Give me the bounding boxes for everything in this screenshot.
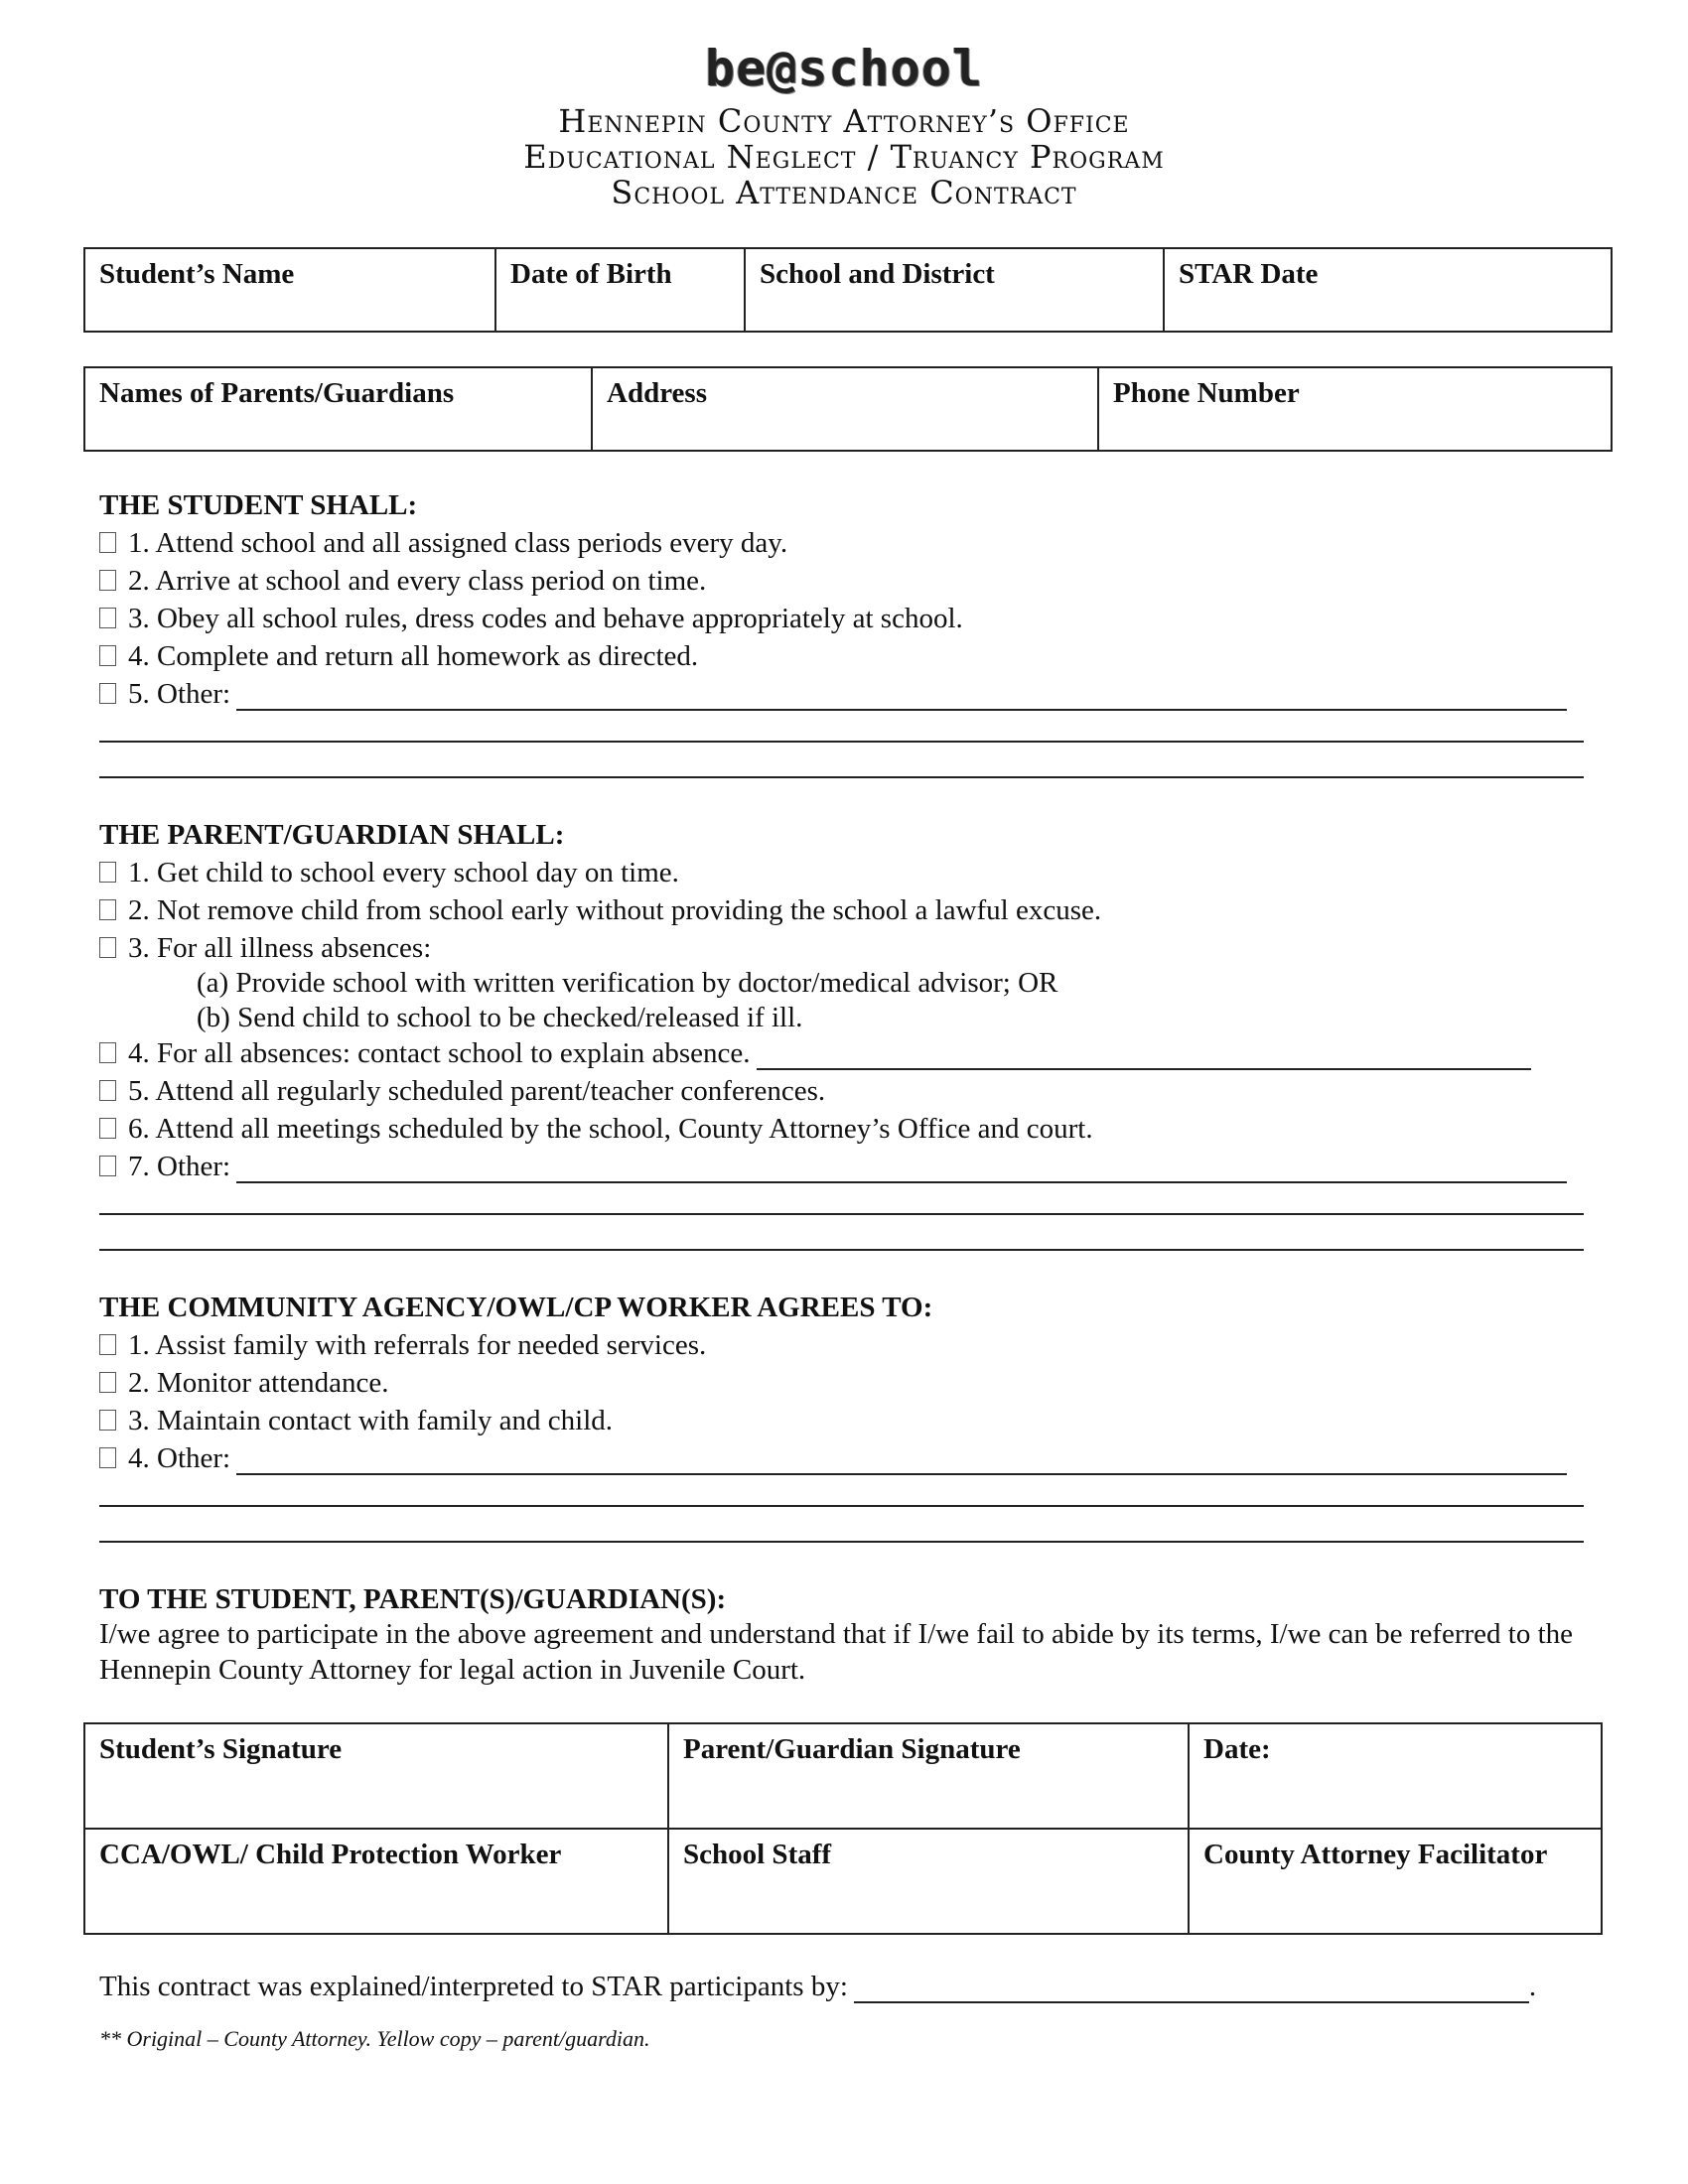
checkbox[interactable] (99, 1372, 116, 1393)
parent-info-table (83, 366, 1613, 452)
agreement-text: I/we agree to participate in the above agreement and understand that if I/we fail to abide by its terms, I/we can be referred to the Hennepin County Attorney for legal action in Juvenile Court. (99, 1618, 1574, 1686)
be-at-school-logo: be@school (705, 40, 983, 97)
copy-distribution-note: ** Original – County Attorney. Yellow copy – parent/guardian. (99, 2026, 650, 2051)
school-staff-field[interactable]: School Staff (668, 1829, 1189, 1934)
list-item (99, 1150, 1567, 1183)
agency-item-3: 3. Maintain contact with family and child. (128, 1405, 614, 1436)
student-info-table (83, 247, 1613, 333)
date-field[interactable]: Date: (1189, 1723, 1602, 1829)
child-protection-worker-field[interactable]: CCA/OWL/ Child Protection Worker (84, 1829, 668, 1934)
parent-item-5: 5. Attend all regularly scheduled parent/teacher conferences. (128, 1075, 826, 1107)
agency-item-2: 2. Monitor attendance. (128, 1367, 389, 1399)
checkbox[interactable] (99, 1410, 116, 1431)
student-other-line-2[interactable] (99, 741, 1584, 743)
parent-other-line-3[interactable] (99, 1249, 1584, 1251)
student-item-1: 1. Attend school and all assigned class periods every day. (128, 527, 788, 559)
student-other-line-3[interactable] (99, 776, 1584, 778)
parent-sub-item-b: (b) Send child to school to be checked/released if ill. (197, 1002, 803, 1033)
list-item (99, 1441, 1567, 1475)
parent-item-7: 7. Other: (128, 1151, 231, 1182)
list-item (99, 564, 706, 598)
star-date-field[interactable]: STAR Date (1164, 248, 1612, 332)
checkbox[interactable] (99, 683, 116, 704)
list-item (99, 526, 787, 560)
office-title: Hennepin County Attorney’s Office (558, 102, 1130, 140)
absence-explanation-input[interactable] (757, 1042, 1531, 1070)
list-item (99, 856, 679, 889)
student-other-input[interactable] (236, 683, 1567, 711)
checkbox[interactable] (99, 645, 116, 666)
signature-table (83, 1722, 1603, 1935)
parent-other-line-2[interactable] (99, 1213, 1584, 1215)
student-signature-field[interactable]: Student’s Signature (84, 1723, 668, 1829)
address-field[interactable]: Address (592, 367, 1098, 451)
agreement-heading: TO THE STUDENT, PARENT(S)/GUARDIAN(S): (99, 1583, 727, 1615)
student-item-4: 4. Complete and return all homework as directed. (128, 640, 699, 672)
student-item-3: 3. Obey all school rules, dress codes and behave appropriately at school. (128, 603, 963, 634)
list-item (99, 931, 431, 965)
checkbox[interactable] (99, 862, 116, 883)
explained-by-label: This contract was explained/interpreted to STAR participants by: (99, 1971, 848, 2002)
agency-other-line-2[interactable] (99, 1505, 1584, 1507)
list-item (99, 1112, 1093, 1146)
checkbox[interactable] (99, 532, 116, 553)
list-item (99, 1074, 825, 1108)
list-item (99, 639, 698, 673)
agency-section-heading: THE COMMUNITY AGENCY/OWL/CP WORKER AGREES TO: (99, 1292, 933, 1323)
student-name-field[interactable]: Student’s Name (84, 248, 495, 332)
checkbox[interactable] (99, 608, 116, 628)
list-item (99, 677, 1567, 711)
program-title: Educational Neglect / Truancy Program (523, 138, 1165, 176)
parent-item-4: 4. For all absences: contact school to explain absence. (128, 1037, 751, 1069)
list-item (99, 1036, 1531, 1070)
student-section-heading: THE STUDENT SHALL: (99, 489, 418, 521)
list-item (99, 602, 963, 635)
checkbox[interactable] (99, 1042, 116, 1063)
agency-item-1: 1. Assist family with referrals for needed services. (128, 1329, 707, 1361)
list-item (99, 1404, 613, 1437)
agency-other-line-3[interactable] (99, 1541, 1584, 1543)
parent-names-field[interactable]: Names of Parents/Guardians (84, 367, 592, 451)
parent-item-1: 1. Get child to school every school day on time. (128, 857, 679, 888)
parent-other-input[interactable] (236, 1156, 1567, 1183)
explained-by-line (99, 1970, 1536, 2003)
school-district-field[interactable]: School and District (745, 248, 1164, 332)
checkbox[interactable] (99, 1447, 116, 1468)
checkbox[interactable] (99, 937, 116, 958)
agency-other-input[interactable] (236, 1447, 1567, 1475)
end-period: . (1528, 1971, 1537, 2002)
agency-item-4: 4. Other: (128, 1442, 231, 1474)
parent-signature-field[interactable]: Parent/Guardian Signature (668, 1723, 1189, 1829)
parent-sub-item-a: (a) Provide school with written verification by doctor/medical advisor; OR (197, 967, 1058, 999)
contract-title: School Attendance Contract (611, 174, 1077, 211)
explained-by-input[interactable] (854, 1976, 1529, 2003)
parent-section-heading: THE PARENT/GUARDIAN SHALL: (99, 819, 565, 851)
checkbox[interactable] (99, 1334, 116, 1355)
checkbox[interactable] (99, 899, 116, 920)
list-item (99, 1328, 706, 1362)
list-item (99, 893, 1101, 927)
parent-item-3: 3. For all illness absences: (128, 932, 432, 964)
phone-number-field[interactable]: Phone Number (1098, 367, 1612, 451)
parent-item-2: 2. Not remove child from school early without providing the school a lawful excuse. (128, 894, 1102, 926)
date-of-birth-field[interactable]: Date of Birth (495, 248, 745, 332)
list-item (99, 1366, 389, 1400)
checkbox[interactable] (99, 1080, 116, 1101)
student-item-5: 5. Other: (128, 678, 231, 710)
checkbox[interactable] (99, 570, 116, 591)
checkbox[interactable] (99, 1156, 116, 1176)
county-attorney-facilitator-field[interactable]: County Attorney Facilitator (1189, 1829, 1602, 1934)
parent-item-6: 6. Attend all meetings scheduled by the school, County Attorney’s Office and court. (128, 1113, 1093, 1145)
checkbox[interactable] (99, 1118, 116, 1139)
student-item-2: 2. Arrive at school and every class period on time. (128, 565, 707, 597)
